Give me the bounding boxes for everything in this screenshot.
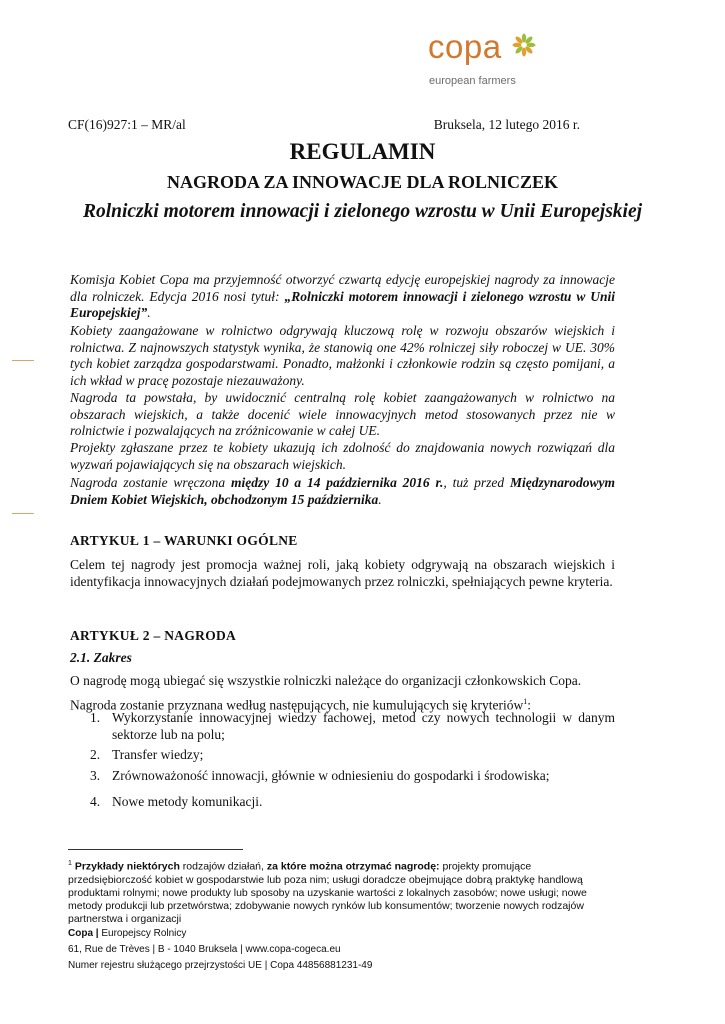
article-2-heading: ARTYKUŁ 2 – NAGRODA — [70, 628, 237, 643]
document-date: Bruksela, 12 lutego 2016 r. — [433, 117, 580, 132]
list-item: 1. Wykorzystanie innowacyjnej wiedzy fachowej, metod czy nowych technologii w danym sektorze lub na polu; — [90, 710, 615, 742]
flower-icon — [511, 32, 537, 58]
page-footer — [68, 926, 372, 974]
margin-mark — [12, 513, 34, 514]
article-2-text: O nagrodę mogą ubiegać się wszystkie rolniczki należące do organizacji członkowskich Copa. — [70, 673, 582, 688]
list-item: 3. Zrównoważoność innowacji, głównie w odniesieniu do gospodarki i środowiska; — [90, 767, 550, 783]
document-tagline: Rolniczki motorem innowacji i zielonego wzrostu w Unii Europejskiej — [82, 201, 643, 222]
logo-subtitle: european farmers — [429, 75, 516, 87]
margin-mark — [12, 360, 34, 361]
criteria-list — [70, 710, 615, 815]
document-reference: CF(16)927:1 – MR/al — [68, 117, 186, 132]
intro-paragraph: Nagroda zostanie wręczona między 10 a 14 października 2016 r., tuż przed Międzynarodowym Dniem Kobiet Wiejskich, obchodzonym 15 października. — [70, 475, 615, 507]
footer-organization: Copa | Europejscy Rolnicy — [68, 928, 187, 939]
intro-paragraph: Kobiety zaangażowane w rolnictwo odgrywają kluczową rolę w rozwoju obszarów wiejskich i rolnictwa. Z najnowszych statystyk wynika, że stanowią one 42% rolniczej siły roboczej w UE. 30% tych kobiet zarządza gospodarstwami. Ponadto, małżonki i członkowie rodzin są często pomijani, a ich wkład w pracę pozostaje niezauważony. — [70, 323, 615, 388]
list-item: 2. Transfer wiedzy; — [90, 747, 204, 763]
list-item: 4. Nowe metody komunikacji. — [90, 794, 263, 810]
footer-registry: Numer rejestru służącego przejrzystości UE | Copa 44856881231-49 — [68, 960, 373, 971]
footnote-separator — [68, 849, 243, 850]
article-1-text: Celem tej nagrody jest promocja ważnej roli, jaką kobiety odgrywają na obszarach wiejskich i identyfikacja innowacyjnych działań podejmowanych przez rolniczki, spełniających pewne kryteria. — [70, 557, 615, 589]
document-subtitle: NAGRODA ZA INNOWACJE DLA ROLNICZEK — [166, 172, 559, 192]
document-title: REGULAMIN — [289, 139, 436, 164]
footnote: $^1$ Przykłady niektórych rodzajów działań, za które można otrzymać nagrodę: projekty promujące przedsiębiorczość kobiet w gospodarstwie lub poza nim; usługi doradcze obejmujące dobrą praktykę handlową produktami rolnymi; nowe produkty lub sposoby na uzyskanie wartości z lokalnych zasobów; nowe usługi; nowe metody produkcji lub przetwórstwa; zdobywanie nowych rynków lub konsumentów; tworzenie nowych rodzajów partnerstwa i organizacji — [68, 860, 587, 926]
intro-paragraph: Komisja Kobiet Copa ma przyjemność otworzyć czwartą edycję europejskiej nagrody za innowacje dla rolniczek. Edycja 2016 nosi tytuł: „Rolniczki motorem innowacji i zielonego wzrostu w Unii Europejskiej”. — [70, 272, 615, 321]
logo-wordmark: copa — [428, 28, 502, 65]
copa-logo — [428, 30, 558, 90]
intro-paragraph: Nagroda ta powstała, by uwidocznić centralną rolę kobiet zaangażowanych w rolnictwo na obszarach wiejskich, a także docenić wiele innowacyjnych metod stosowanych przez nie w rolnictwie i pozwalających na zróżnicowanie w całej UE. — [70, 390, 615, 439]
article-2-criteria-intro: Nagroda zostanie przyznana według następujących, nie kumulujących się kryteriów$^1$: — [70, 697, 531, 713]
intro-paragraph: Projekty zgłaszane przez te kobiety ukazują ich zdolność do znajdowania nowych rozwiązań dla wyzwań pojawiających się na obszarach wiejskich. — [70, 440, 615, 472]
article-1-heading: ARTYKUŁ 1 – WARUNKI OGÓLNE — [70, 533, 298, 548]
section-2-1-heading: 2.1. Zakres — [70, 650, 132, 665]
footer-address: 61, Rue de Trèves | B - 1040 Bruksela | www.copa-cogeca.eu — [68, 944, 341, 955]
